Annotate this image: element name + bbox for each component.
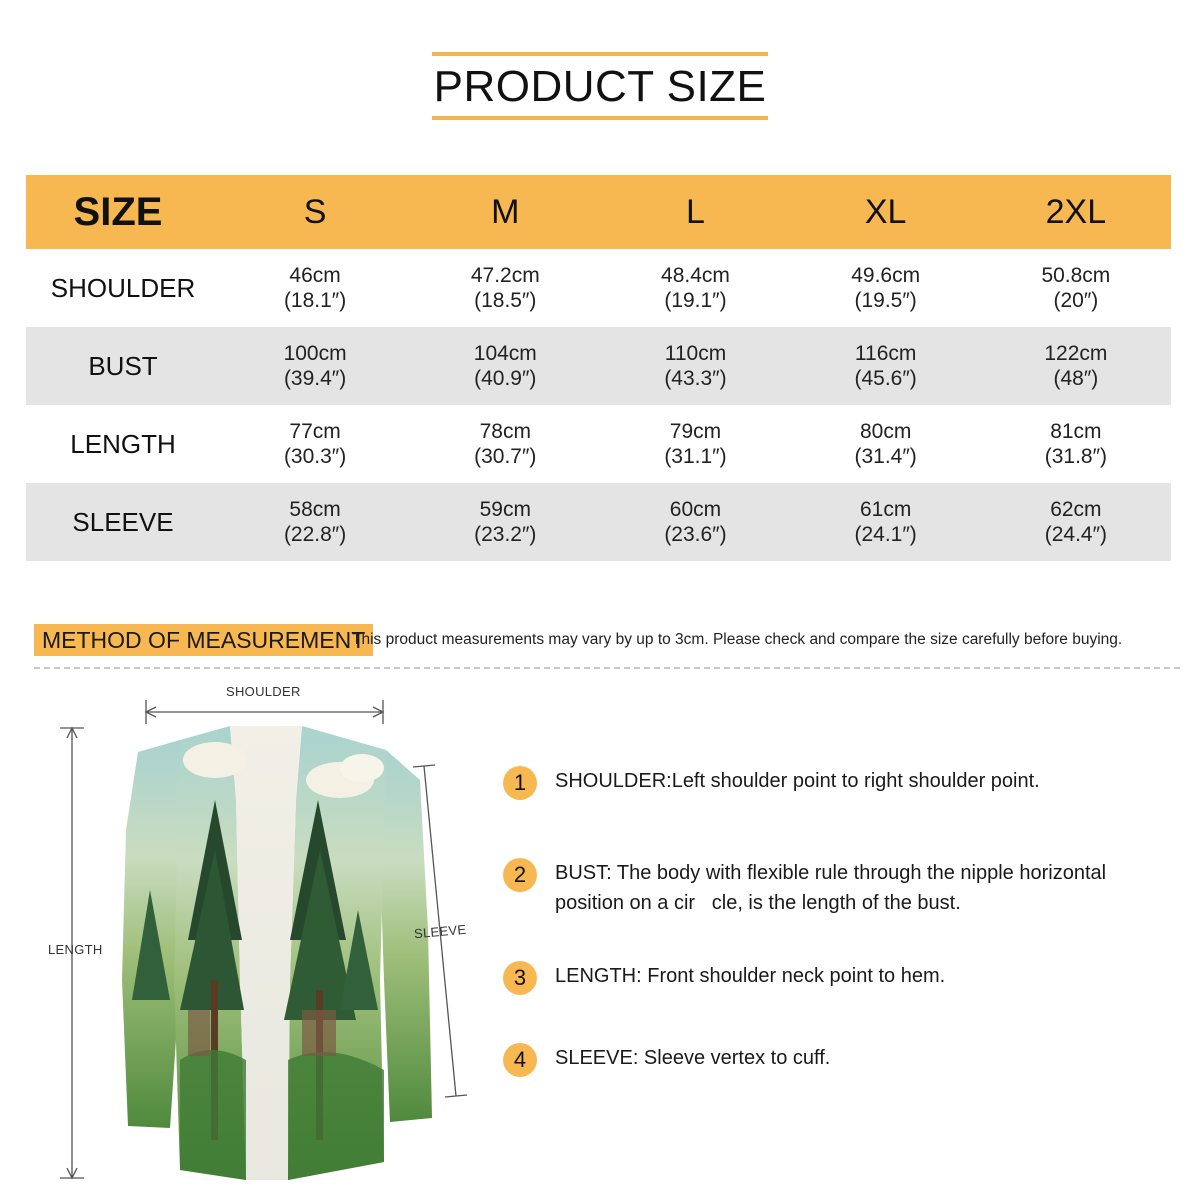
table-cell: [791, 405, 981, 483]
cell-inch: (20″): [1053, 289, 1099, 312]
cell-cm: 46cm: [289, 264, 341, 287]
table-cell: [220, 405, 410, 483]
cell-inch: (40.9″): [474, 367, 537, 390]
table-header-row: [26, 175, 1171, 249]
table-row-sleeve: [26, 483, 1171, 561]
cell-inch: (45.6″): [854, 367, 917, 390]
cell-cm: 78cm: [479, 420, 531, 443]
step-number-badge: 1: [503, 766, 537, 800]
section-divider: [34, 667, 1180, 669]
step-number-badge: 4: [503, 1043, 537, 1077]
cell-inch: (43.3″): [664, 367, 727, 390]
table-cell: [981, 327, 1171, 405]
cell-cm: 80cm: [859, 420, 912, 443]
header-xl: XL: [864, 192, 907, 231]
table-row-shoulder: [26, 249, 1171, 327]
table-cell: [791, 327, 981, 405]
cell-inch: (22.8″): [283, 523, 347, 546]
cell-cm: 58cm: [289, 498, 341, 521]
cell-inch: (24.4″): [1044, 523, 1108, 546]
method-heading: METHOD OF MEASUREMENT: [34, 624, 373, 656]
table-cell: [600, 405, 790, 483]
cell-inch: (18.1″): [283, 289, 347, 312]
table-cell: [220, 327, 410, 405]
table-cell: [600, 327, 790, 405]
cell-inch: (18.5″): [474, 289, 537, 312]
table-cell: [791, 483, 981, 561]
cell-cm: 77cm: [289, 420, 341, 443]
cell-cm: 47.2cm: [470, 264, 540, 287]
header-m: M: [491, 192, 520, 231]
diagram-length-label: LENGTH: [48, 942, 103, 957]
page-title-block: [432, 52, 768, 120]
measurement-step-3: [503, 961, 1155, 995]
table-cell: [600, 483, 790, 561]
garment-diagram: [40, 680, 480, 1185]
cell-cm: 48.4cm: [661, 264, 730, 287]
step-text: LENGTH: Front shoulder neck point to hem.: [555, 965, 946, 987]
cell-cm: 62cm: [1050, 498, 1102, 521]
cell-cm: 59cm: [479, 498, 531, 521]
title-top-rule: [432, 52, 768, 56]
cell-inch: (31.8″): [1044, 445, 1108, 468]
step-text: SHOULDER:Left shoulder point to right shoulder point.: [555, 770, 1040, 792]
table-cell: [600, 249, 790, 327]
table-row-length: [26, 405, 1171, 483]
table-cell: [410, 249, 600, 327]
header-2xl: 2XL: [1045, 192, 1107, 231]
cell-cm: 49.6cm: [851, 264, 921, 287]
step-text: BUST: The body with flexible rule through the nipple horizontal position on a cir cle, is the length of the bust.: [555, 862, 1112, 914]
cell-inch: (24.1″): [854, 523, 917, 546]
measurement-step-1: [503, 766, 1155, 800]
cell-inch: (31.4″): [854, 445, 917, 468]
cell-inch: (39.4″): [283, 367, 347, 390]
cell-cm: 61cm: [859, 498, 912, 521]
cell-inch: (30.7″): [474, 445, 537, 468]
cell-cm: 104cm: [473, 342, 537, 365]
cell-cm: 50.8cm: [1041, 264, 1111, 287]
cell-inch: (30.3″): [283, 445, 347, 468]
cell-cm: 116cm: [854, 342, 917, 365]
table-cell: [981, 249, 1171, 327]
row-label-shoulder: SHOULDER: [50, 272, 196, 303]
row-label-bust: BUST: [88, 350, 158, 381]
size-chart-table: [26, 175, 1171, 561]
header-s: S: [303, 192, 327, 231]
measurement-step-2: [503, 858, 1155, 918]
step-number-badge: 3: [503, 961, 537, 995]
row-label-sleeve: SLEEVE: [72, 506, 174, 537]
shoulder-arrow: [146, 700, 383, 724]
header-l: L: [686, 192, 705, 231]
cell-inch: (48″): [1053, 367, 1099, 390]
table-cell: [981, 483, 1171, 561]
table-cell: [981, 405, 1171, 483]
cell-inch: (23.2″): [474, 523, 537, 546]
cell-cm: 60cm: [669, 498, 722, 521]
table-cell: [410, 327, 600, 405]
step-text: SLEEVE: Sleeve vertex to cuff.: [555, 1047, 831, 1069]
diagram-shoulder-label: SHOULDER: [226, 684, 301, 699]
table-row-bust: [26, 327, 1171, 405]
cell-cm: 79cm: [669, 420, 722, 443]
cell-inch: (19.5″): [854, 289, 917, 312]
method-note: This product measurements may vary by up to 3cm. Please check and compare the size carefully before buying.: [352, 631, 1123, 648]
table-cell: [410, 405, 600, 483]
header-size: SIZE: [73, 189, 163, 234]
cell-cm: 110cm: [664, 342, 727, 365]
cardigan-shape: [122, 726, 432, 1180]
diagram-sleeve-label: SLEEVE: [413, 921, 467, 942]
cell-cm: 81cm: [1050, 420, 1102, 443]
row-label-length: LENGTH: [70, 428, 176, 459]
table-cell: [791, 249, 981, 327]
cell-cm: 100cm: [283, 342, 347, 365]
table-cell: [220, 249, 410, 327]
cell-inch: (31.1″): [664, 445, 727, 468]
cell-inch: (23.6″): [664, 523, 727, 546]
page-title: PRODUCT SIZE: [433, 62, 767, 111]
table-cell: [410, 483, 600, 561]
step-number-badge: 2: [503, 858, 537, 892]
table-cell: [220, 483, 410, 561]
measurement-step-4: [503, 1043, 1155, 1077]
title-bottom-rule: [432, 116, 768, 120]
cell-cm: 122cm: [1044, 342, 1108, 365]
cell-inch: (19.1″): [664, 289, 727, 312]
